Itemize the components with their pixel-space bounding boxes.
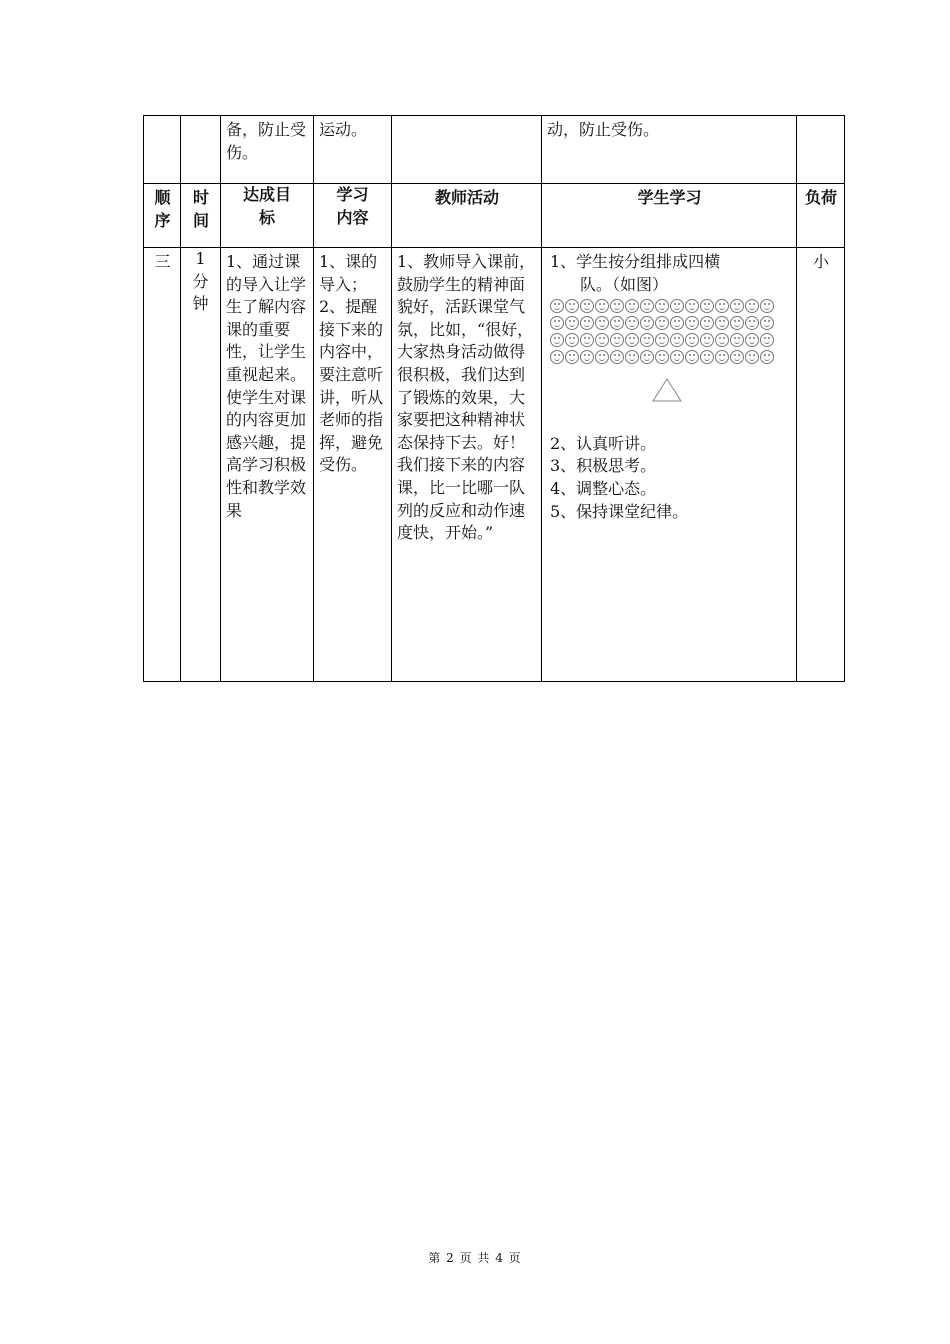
continued-teacher-cell bbox=[392, 116, 542, 184]
smiley-face-icon bbox=[760, 350, 774, 364]
smiley-face-icon bbox=[700, 299, 714, 313]
header-row bbox=[144, 184, 845, 248]
header-student: 学生学习 bbox=[542, 184, 797, 248]
smiley-face-icon bbox=[670, 316, 684, 330]
smiley-face-icon bbox=[745, 333, 759, 347]
smiley-face-icon bbox=[670, 350, 684, 364]
smiley-face-icon bbox=[595, 350, 609, 364]
smiley-face-icon bbox=[640, 333, 654, 347]
smiley-face-icon bbox=[625, 350, 639, 364]
smiley-face-icon bbox=[610, 316, 624, 330]
header-content: 学习内容 bbox=[314, 184, 392, 248]
smiley-face-icon bbox=[625, 333, 639, 347]
smiley-face-icon bbox=[655, 299, 669, 313]
smiley-face-icon bbox=[565, 316, 579, 330]
smiley-face-icon bbox=[550, 350, 564, 364]
smiley-face-icon bbox=[610, 299, 624, 313]
goal-cell: 1、通过课的导入让学生了解内容课的重要性，让学生重视起来。使学生对课的内容更加感兴趣，提高学习积极性和教学效果 bbox=[221, 248, 314, 682]
smiley-face-icon bbox=[580, 316, 594, 330]
smiley-face-icon bbox=[565, 350, 579, 364]
smiley-face-icon bbox=[595, 299, 609, 313]
smiley-face-icon bbox=[640, 316, 654, 330]
formation-row bbox=[550, 350, 792, 364]
formation-row bbox=[550, 333, 792, 347]
page-footer: 第 2 页 共 4 页 bbox=[428, 1251, 522, 1265]
smiley-face-icon bbox=[760, 316, 774, 330]
smiley-face-icon bbox=[640, 350, 654, 364]
smiley-face-icon bbox=[685, 316, 699, 330]
smiley-face-icon bbox=[595, 316, 609, 330]
smiley-face-icon bbox=[730, 350, 744, 364]
smiley-face-icon bbox=[655, 316, 669, 330]
lesson-row bbox=[144, 248, 845, 682]
smiley-face-icon bbox=[730, 299, 744, 313]
student-cell bbox=[542, 248, 797, 682]
continued-load-cell bbox=[797, 116, 845, 184]
continued-content-cell: 运动。 bbox=[314, 116, 392, 184]
smiley-face-icon bbox=[565, 333, 579, 347]
smiley-face-icon bbox=[550, 299, 564, 313]
teacher-cell: 1、教师导入课前，鼓励学生的精神面貌好，活跃课堂气氛，比如，“很好，大家热身活动做得很积极，我们达到了锻炼的效果，大家要把这种精神状态保持下去。好！我们接下来的内容课，比一比哪一队列的反应和动作速度快，开始。” bbox=[392, 248, 542, 682]
lesson-plan-table bbox=[143, 115, 845, 682]
smiley-face-icon bbox=[670, 333, 684, 347]
smiley-face-icon bbox=[730, 316, 744, 330]
student-item: 2、认真听讲。 bbox=[550, 433, 657, 453]
smiley-face-icon bbox=[715, 316, 729, 330]
content-item: 1、课的导入； bbox=[319, 252, 378, 294]
student-item: 3、积极思考。 bbox=[550, 456, 657, 476]
smiley-face-icon bbox=[595, 333, 609, 347]
student-item-cont: 队。（如图） bbox=[580, 274, 669, 294]
smiley-face-icon bbox=[565, 299, 579, 313]
smiley-face-icon bbox=[580, 333, 594, 347]
triangle-icon bbox=[652, 378, 682, 402]
smiley-face-icon bbox=[745, 350, 759, 364]
smiley-face-icon bbox=[715, 333, 729, 347]
header-time: 时间 bbox=[181, 184, 221, 248]
header-load: 负荷 bbox=[797, 184, 845, 248]
smiley-face-icon bbox=[760, 299, 774, 313]
smiley-face-icon bbox=[715, 299, 729, 313]
continued-order-cell bbox=[144, 116, 181, 184]
smiley-face-icon bbox=[610, 333, 624, 347]
header-goal: 达成目标 bbox=[221, 184, 314, 248]
continued-row bbox=[144, 116, 845, 184]
smiley-face-icon bbox=[715, 350, 729, 364]
smiley-face-icon bbox=[550, 316, 564, 330]
student-item: 4、调整心态。 bbox=[550, 478, 657, 498]
smiley-face-icon bbox=[685, 299, 699, 313]
smiley-face-icon bbox=[685, 333, 699, 347]
time-cell: 1分钟 bbox=[181, 248, 221, 682]
smiley-face-icon bbox=[640, 299, 654, 313]
load-cell: 小 bbox=[797, 248, 845, 682]
smiley-face-icon bbox=[625, 316, 639, 330]
smiley-face-icon bbox=[580, 350, 594, 364]
smiley-face-icon bbox=[625, 299, 639, 313]
smiley-face-icon bbox=[670, 299, 684, 313]
smiley-face-icon bbox=[610, 350, 624, 364]
smiley-face-icon bbox=[550, 333, 564, 347]
smiley-face-icon bbox=[700, 350, 714, 364]
formation-diagram bbox=[550, 299, 792, 364]
formation-row bbox=[550, 299, 792, 313]
continued-goal-cell: 备，防止受伤。 bbox=[221, 116, 314, 184]
smiley-face-icon bbox=[730, 333, 744, 347]
continued-time-cell bbox=[181, 116, 221, 184]
header-order: 顺序 bbox=[144, 184, 181, 248]
content-item: 2、提醒接下来的内容中，要注意听讲，听从老师的指挥，避免受伤。 bbox=[319, 297, 384, 475]
header-teacher: 教师活动 bbox=[392, 184, 542, 248]
smiley-face-icon bbox=[655, 333, 669, 347]
content-cell bbox=[314, 248, 392, 682]
smiley-face-icon bbox=[745, 299, 759, 313]
continued-student-cell: 动，防止受伤。 bbox=[542, 116, 797, 184]
smiley-face-icon bbox=[700, 333, 714, 347]
smiley-face-icon bbox=[685, 350, 699, 364]
smiley-face-icon bbox=[580, 299, 594, 313]
student-item: 1、学生按分组排成四横 bbox=[550, 252, 721, 271]
formation-row bbox=[550, 316, 792, 330]
smiley-face-icon bbox=[700, 316, 714, 330]
order-cell: 三 bbox=[144, 248, 181, 682]
smiley-face-icon bbox=[745, 316, 759, 330]
smiley-face-icon bbox=[655, 350, 669, 364]
student-item: 5、保持课堂纪律。 bbox=[550, 501, 689, 521]
smiley-face-icon bbox=[760, 333, 774, 347]
